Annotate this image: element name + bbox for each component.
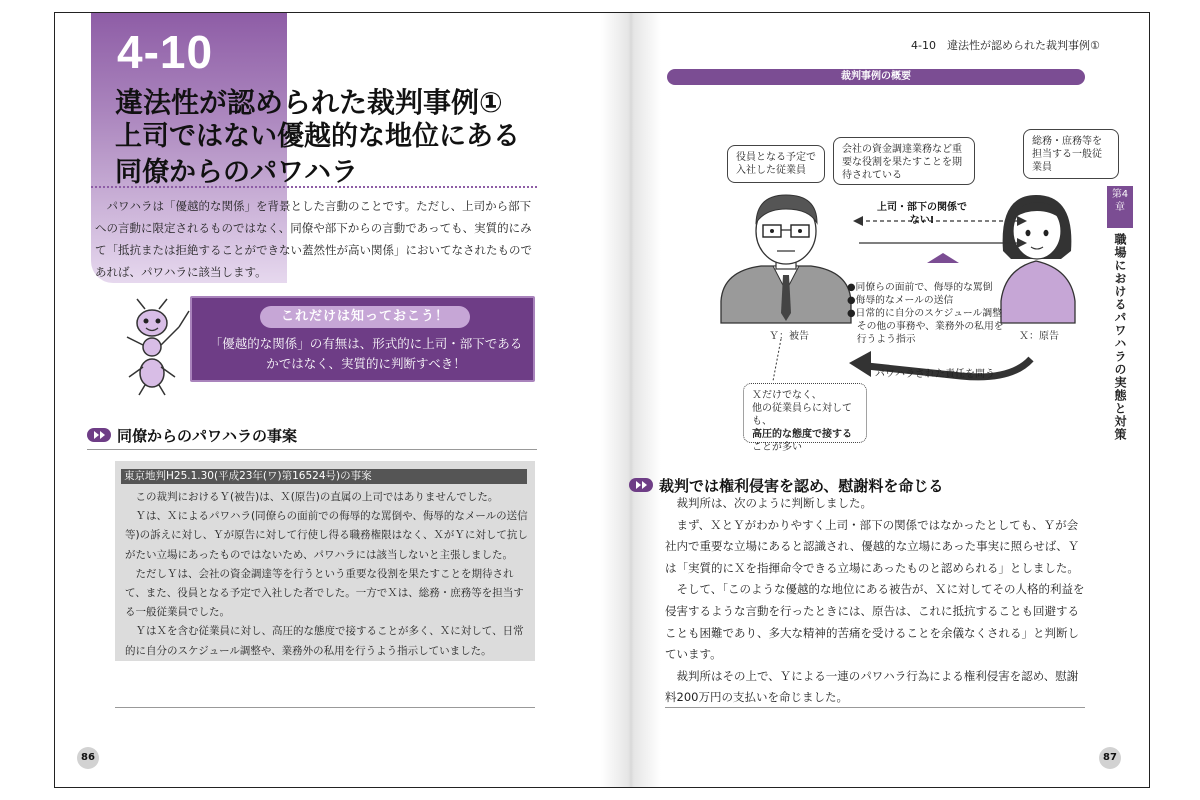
section-heading-left [87, 423, 537, 450]
case-summary-box [115, 461, 535, 661]
running-header: 4-10 違法性が認められた裁判事例① [911, 39, 1100, 52]
diagram-title: 裁判事例の概要 [667, 69, 1085, 85]
act-item: その他の事務や、業務外の私用を [847, 321, 1004, 332]
ant-mascot-icon [115, 297, 195, 397]
book-gutter [601, 13, 661, 787]
page-title-line2: 上司ではない優越的な地位にある [115, 121, 520, 152]
act-item: ●侮辱的なメールの送信 [847, 295, 954, 306]
act-item: ●同僚らの面前で、侮辱的な罵倒 [847, 282, 993, 293]
case-body [125, 488, 529, 661]
key-point-text: 「優越的な関係」の有無は、形式的に上司・部下であるかではなく、実質的に判断すべき！ [209, 336, 523, 371]
book-spread [54, 12, 1150, 788]
double-arrow-icon [87, 428, 111, 442]
bubble-plaintiff-role: 総務・庶務等を担当する一般従業員 [1023, 129, 1119, 179]
attitude-line: ことが多い [752, 442, 802, 453]
page-title-subtitle [115, 119, 520, 191]
act-item: ●日常的に自分のスケジュール調整 [847, 308, 1002, 319]
page-title-line3: 同僚からのパワハラ [115, 157, 358, 188]
attitude-line: 他の従業員らに対しても、 [752, 403, 852, 427]
plaintiff-label: Ｘ：原告 [1019, 331, 1059, 342]
case-diagram [661, 91, 1102, 453]
double-arrow-icon [629, 478, 653, 492]
bubble-defendant-role: 役員となる予定で入社した従業員 [727, 145, 825, 183]
bubble-defendant-expectation: 会社の資金調達業務など重要な役割を果たすことを期待されている [833, 137, 975, 185]
chapter-tab: 第4章 [1107, 186, 1133, 228]
page-number-left: 86 [77, 747, 99, 769]
page-divider-right [665, 707, 1085, 708]
section-number: 4-10 [117, 26, 214, 78]
case-paragraph: Ｙは、Ｘによるパワハラ(同僚らの面前での侮辱的な罵倒や、侮辱的なメールの送信等)の訴えに対し、Ｙが原告に対して行使し得る職務権限はなく、ＸがＹに対して抗しがたい立場にあったものではないため、パワハラには該当しないと主張しました。 [125, 510, 528, 561]
case-title: 東京地判H25.1.30(平成23年(ワ)第16524号)の事案 [121, 469, 527, 484]
ruling-paragraph: そして、「このような優越的な地位にある被告が、Ｘに対してその人格的利益を侵害するような言動を行ったときには、原告は、これに抵抗することも回避することも困難であり、多大な精神的苦痛を受けることを余儀なくされる」と判断しています。 [665, 582, 1085, 662]
page-number-right: 87 [1099, 747, 1121, 769]
page-divider-left [115, 707, 535, 708]
section-heading-text: 裁判では権利侵害を認め、慰謝料を命じる [659, 477, 944, 495]
plaintiff-figure-icon [1001, 195, 1075, 323]
key-point-box [190, 296, 535, 382]
section-heading-text: 同僚からのパワハラの事案 [117, 427, 298, 445]
responsibility-label: パワハラされた責任を問う [875, 369, 995, 380]
case-paragraph: ただしＹは、会社の資金調達等を行うという重要な役割を果たすことを期待されて、また、役員となる予定で入社した者でした。一方でＸは、総務・庶務等を担当する一般従業員でした。 [125, 567, 524, 619]
title-divider [91, 186, 537, 188]
case-paragraph: この裁判におけるＹ(被告)は、Ｘ(原告)の直属の上司ではありませんでした。 [135, 491, 499, 503]
relationship-label: 上司・部下の関係でない! [877, 202, 967, 226]
key-point-label: これだけは知っておこう！ [260, 306, 470, 328]
intro-paragraph: パワハラは「優越的な関係」を背景とした言動のことです。ただし、上司から部下への言動に限定されるものではなく、同僚や部下からの言動であっても、実質的にみて「抵抗または拒絶することができない蓋然性が高い関係」においてなされたものであれば、パワハラに該当します。 [95, 199, 532, 279]
bubble-attitude [743, 383, 867, 453]
ruling-text [665, 493, 1085, 709]
ruling-paragraph: 裁判所はその上で、Ｙによる一連のパワハラ行為による権利侵害を認め、慰謝料200万円の支払いを命じました。 [665, 668, 1079, 705]
ruling-paragraph: 裁判所は、次のように判断しました。 [676, 496, 872, 510]
act-item: 行うよう指示 [847, 334, 916, 345]
defendant-figure-icon [721, 195, 851, 323]
attitude-line: Ｘだけでなく、 [752, 390, 822, 401]
defendant-label: Ｙ：被告 [769, 331, 809, 342]
page-title-line1: 違法性が認められた裁判事例① [115, 86, 503, 119]
chapter-title-vertical: 職場におけるパワハラの実態と対策 [1113, 233, 1127, 441]
attitude-line-emphasis: 高圧的な態度で接する [752, 429, 852, 440]
harassment-acts-list [847, 281, 1004, 346]
ruling-paragraph: まず、ＸとＹがわかりやすく上司・部下の関係ではなかったとしても、Ｙが会社内で重要な立場にあると認識され、優越的な立場にあった事実に照らせば、Ｙは「実質的にＸを指揮命令できる立場にあったものと認められる」としました。 [665, 517, 1080, 575]
case-paragraph: ＹはＸを含む従業員に対し、高圧的な態度で接することが多く、Ｘに対して、日常的に自分のスケジュール調整や、業務外の私用を行うよう指示していました。 [125, 625, 524, 657]
